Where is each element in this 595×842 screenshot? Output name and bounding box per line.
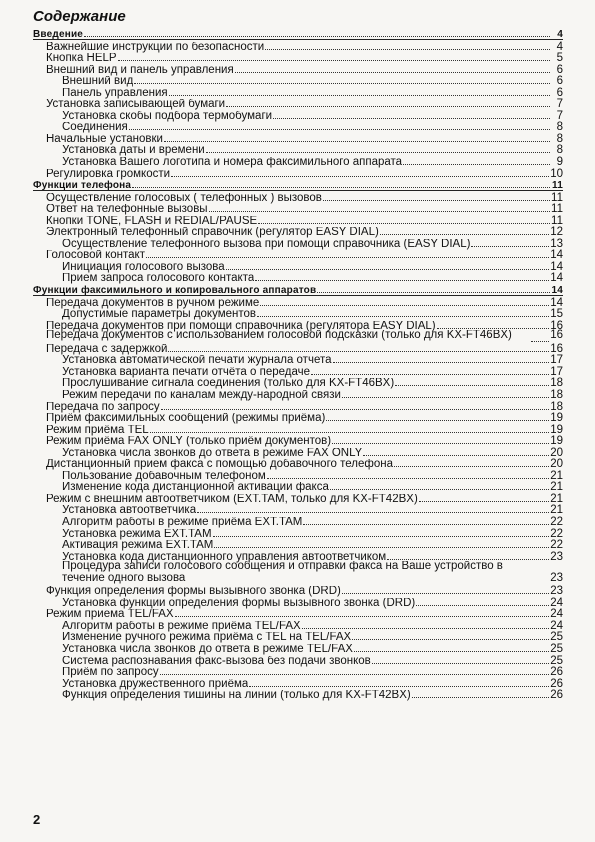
toc-entry-title: Установка дружественного приёма — [62, 678, 249, 690]
toc-entry-page: 18 — [550, 377, 563, 390]
toc-entry-title: Голосовой контакт — [46, 250, 145, 262]
toc-leader-dots — [394, 457, 549, 467]
toc-leader-dots — [352, 630, 549, 640]
toc-entry — [33, 400, 563, 412]
toc-entry — [33, 376, 563, 388]
toc-entry-page: 22 — [550, 539, 563, 552]
toc-entry — [33, 63, 563, 75]
toc-leader-dots — [235, 63, 550, 73]
toc-entry — [33, 296, 563, 308]
page-title: Содержание — [33, 8, 126, 25]
toc-entry-title: Осуществление телефонного вызова при помощи справочника (EASY DIAL) — [62, 238, 471, 250]
toc-entry-page: 9 — [556, 156, 563, 169]
toc-entry — [33, 596, 563, 608]
toc-entry — [33, 411, 563, 423]
toc-leader-dots — [403, 155, 550, 165]
toc-entry — [33, 561, 563, 584]
toc-entry-title: Режим передачи по каналам между-народной связи — [62, 389, 341, 401]
toc-entry — [33, 434, 563, 446]
toc-entry — [33, 446, 563, 458]
toc-leader-dots — [169, 86, 550, 96]
toc-entry-page: 7 — [556, 109, 563, 122]
toc-entry-title: Передача документов при помощи справочника (регулятора EASY DIAL) — [46, 320, 436, 332]
toc-entry-title: Режим приёма TEL — [46, 424, 149, 436]
toc-entry-page: 18 — [550, 388, 563, 401]
toc-leader-dots — [531, 332, 549, 342]
toc-entry — [33, 74, 563, 86]
toc-leader-dots — [372, 654, 549, 664]
toc-leader-dots — [323, 191, 550, 201]
toc-entry-title: Функция определения формы вызывного звонка (DRD) — [46, 586, 341, 598]
toc-entry-title: Допустимые параметры документов — [62, 309, 257, 321]
toc-entry — [33, 214, 563, 226]
toc-entry-page: 8 — [556, 132, 563, 145]
toc-entry-title: Инициация голосового вызова — [62, 261, 225, 273]
toc-entry-title: Установка числа звонков до ответа в режиме FAX ONLY — [62, 447, 363, 459]
page-number: 2 — [33, 812, 41, 827]
toc-entry — [33, 51, 563, 63]
toc-leader-dots — [311, 365, 549, 375]
toc-entry-title: Установка кода дистанционного управления автоответчиком — [62, 551, 387, 563]
toc-leader-dots — [387, 550, 549, 560]
toc-entry-page: 15 — [550, 308, 563, 321]
toc-entry-page: 19 — [550, 435, 563, 448]
toc-entry — [33, 225, 563, 237]
toc-entry-title: Установка автоответчика — [62, 505, 197, 517]
toc-entry-title: Передача по запросу — [46, 401, 160, 413]
toc-entry-page: 22 — [550, 515, 563, 528]
toc-leader-dots — [273, 109, 550, 119]
toc-leader-dots — [226, 260, 550, 270]
toc-entry — [33, 388, 563, 400]
toc-entry-title: Установка варианта печати отчёта о передаче — [62, 366, 311, 378]
toc-entry-title: Передача документов с использованием голосовой подсказки (только для KX-FT46BX) — [46, 330, 512, 342]
toc-entry-page: 21 — [550, 481, 563, 494]
toc-entry-page: 6 — [556, 86, 563, 99]
toc-entry-title: Установка скобы подбора термобумаги — [62, 110, 273, 122]
toc-leader-dots — [206, 143, 550, 153]
toc-entry — [33, 423, 563, 435]
toc-entry — [33, 132, 563, 144]
toc-leader-dots — [363, 446, 549, 456]
toc-entry — [33, 143, 563, 155]
toc-entry-title: Приём факсимильных сообщений (режимы приёма) — [46, 413, 326, 425]
toc-entry-page: 11 — [552, 180, 563, 192]
toc-leader-dots — [342, 584, 549, 594]
toc-entry-title: Панель управления — [62, 87, 168, 99]
toc-leader-dots — [209, 202, 550, 212]
toc-entry-page: 8 — [556, 121, 563, 134]
toc-entry-title: Установка Вашего логотипа и номера факсимильного аппарата — [62, 157, 403, 169]
toc-leader-dots — [150, 423, 550, 433]
toc-entry — [33, 248, 563, 260]
toc-entry-title: Система распознавания факс-вызова без подачи звонков — [62, 655, 371, 667]
toc-entry — [33, 480, 563, 492]
toc-entry — [33, 365, 563, 377]
toc-leader-dots — [197, 503, 549, 513]
toc-entry-page: 6 — [556, 75, 563, 88]
toc-entry-page: 24 — [550, 596, 563, 609]
toc-entry — [33, 202, 563, 214]
toc-entry-page: 12 — [550, 226, 563, 239]
toc-entry-page: 11 — [551, 203, 563, 216]
toc-entry — [33, 319, 563, 331]
toc-entry-page: 13 — [550, 237, 563, 250]
toc-leader-dots — [260, 296, 549, 306]
toc-entry-title: Важнейшие инструкции по безопасности — [46, 41, 265, 53]
toc-leader-dots — [118, 51, 550, 61]
toc-entry-page: 23 — [550, 571, 563, 584]
toc-entry-page: 11 — [551, 214, 563, 227]
toc-entry-page: 11 — [551, 191, 563, 204]
toc-entry — [33, 665, 563, 677]
toc-entry — [33, 120, 563, 132]
toc-entry-page: 6 — [556, 63, 563, 76]
toc-entry-title: Установка автоматической печати журнала отчета — [62, 355, 332, 367]
toc-entry-title: Активация режима EXT.TAM — [62, 540, 214, 552]
toc-entry-page: 24 — [550, 608, 563, 621]
toc-entry — [33, 584, 563, 596]
toc-leader-dots — [395, 376, 549, 386]
toc-entry-page: 22 — [550, 527, 563, 540]
toc-entry-page: 20 — [550, 446, 563, 459]
toc-entry — [33, 607, 563, 619]
toc-entry-title: Приём по запросу — [62, 667, 159, 679]
toc-leader-dots — [265, 40, 550, 50]
toc-leader-dots — [437, 319, 550, 329]
toc-entry-title: Алгоритм работы в режиме приёма TEL/FAX — [62, 620, 301, 632]
toc-entry-title: Внешний вид — [62, 76, 134, 88]
toc-leader-dots — [412, 688, 549, 698]
toc-entry — [33, 550, 563, 562]
toc-entry — [33, 109, 563, 121]
toc-entry-page: 14 — [550, 249, 563, 262]
toc-entry — [33, 654, 563, 666]
toc-section-heading — [33, 27, 563, 40]
toc-entry-page: 14 — [550, 296, 563, 309]
toc-leader-dots — [129, 120, 550, 130]
toc-entry — [33, 503, 563, 515]
toc-leader-dots — [258, 214, 550, 224]
toc-leader-dots — [326, 411, 549, 421]
toc-leader-dots — [134, 74, 550, 84]
toc-leader-dots — [164, 132, 550, 142]
toc-entry — [33, 630, 563, 642]
toc-entry — [33, 167, 563, 179]
toc-leader-dots — [160, 665, 550, 675]
toc-entry-page: 4 — [556, 40, 563, 53]
toc-leader-dots — [330, 480, 549, 490]
toc-entry-page: 4 — [557, 29, 563, 40]
toc-entry-title: Режим приёма FAX ONLY (только приём документов) — [46, 436, 332, 448]
toc-entry — [33, 492, 563, 504]
toc-entry — [33, 191, 563, 203]
toc-entry-page: 21 — [550, 492, 563, 505]
toc-entry — [33, 619, 563, 631]
toc-leader-dots — [419, 492, 549, 502]
toc-entry — [33, 527, 563, 539]
toc-leader-dots — [84, 27, 550, 37]
toc-entry-page: 26 — [550, 689, 563, 702]
toc-entry-page: 26 — [550, 677, 563, 690]
toc-entry — [33, 155, 563, 167]
toc-entry-page: 21 — [550, 504, 563, 517]
toc-entry-title: Кнопки TONE, FLASH и REDIAL/PAUSE — [46, 215, 258, 227]
toc-entry-title: Алгоритм работы в режиме приёма EXT.TAM — [62, 516, 303, 528]
toc-entry-page: 21 — [550, 469, 563, 482]
toc-entry-page: 17 — [550, 365, 563, 378]
toc-entry — [33, 353, 563, 365]
toc-leader-dots — [249, 677, 549, 687]
toc-entry-page: 5 — [556, 52, 563, 65]
toc-entry-title: Установка записывающей бумаги — [46, 99, 226, 111]
toc-entry-title: Дистанционный прием факса с помощью добавочного телефона — [46, 459, 393, 471]
toc-entry-page: 16 — [550, 319, 563, 332]
toc-entry — [33, 457, 563, 469]
toc-entry-page: 14 — [550, 260, 563, 273]
toc-entry — [33, 260, 563, 272]
toc-leader-dots — [302, 619, 550, 629]
toc-leader-dots — [257, 307, 549, 317]
toc-entry-page: 16 — [550, 329, 564, 342]
toc-entry-page: 17 — [550, 354, 563, 367]
toc-entry-title: Передача с задержкой — [46, 343, 168, 355]
toc-leader-dots — [255, 271, 549, 281]
toc-entry — [33, 538, 563, 550]
toc-entry-page: 16 — [550, 342, 563, 355]
toc-entry-title: Прослушивание сигнала соединения (только для KX-FT46BX) — [62, 378, 395, 390]
toc-entry-title: Функции телефона — [33, 180, 132, 192]
toc-entry-title: Начальные установки — [46, 133, 163, 145]
toc-entry-title: Функция определения тишины на линии (только для KX-FT42BX) — [62, 690, 411, 702]
toc-leader-dots — [214, 538, 549, 548]
toc-leader-dots — [317, 283, 550, 293]
toc-leader-dots — [171, 167, 549, 177]
toc-entry — [33, 677, 563, 689]
toc-entry-title: Электронный телефонный справочник (регулятор EASY DIAL) — [46, 227, 379, 239]
toc-entry-page: 24 — [550, 619, 563, 632]
toc-entry-title: Процедура записи голосового сообщения и отправки факса на Ваше устройство в течение одного вызова — [62, 561, 503, 584]
toc-entry — [33, 40, 563, 52]
toc-entry-title: Пользование добавочным телефоном — [62, 470, 266, 482]
toc-leader-dots — [303, 515, 549, 525]
toc-entry — [33, 342, 563, 354]
toc-leader-dots — [332, 434, 549, 444]
toc-entry-title: Внешний вид и панель управления — [46, 64, 234, 76]
toc-entry-page: 14 — [551, 285, 563, 297]
toc-entry-title: Установка функции определения формы вызывного звонка (DRD) — [62, 597, 416, 609]
toc-leader-dots — [146, 248, 549, 258]
toc-entry-title: Ответ на телефонные вызовы — [46, 204, 208, 216]
toc-entry-page: 20 — [550, 458, 563, 471]
toc-entry-title: Установка числа звонков до ответа в режиме TEL/FAX — [62, 643, 353, 655]
toc-entry-page: 26 — [550, 666, 563, 679]
toc-leader-dots — [333, 353, 550, 363]
toc-entry-page: 7 — [556, 98, 563, 111]
toc-leader-dots — [161, 400, 550, 410]
toc-leader-dots — [380, 225, 549, 235]
toc-entry-page: 10 — [550, 167, 563, 180]
toc-leader-dots — [175, 607, 550, 617]
toc-section-heading — [33, 178, 563, 191]
toc-leader-dots — [226, 97, 550, 107]
toc-entry-page: 19 — [550, 412, 563, 425]
toc-leader-dots — [267, 469, 549, 479]
toc-entry-title: Регулировка громкости — [46, 168, 171, 180]
toc-entry-title: Изменение кода дистанционной активации факса — [62, 482, 329, 494]
toc-entry-page: 25 — [550, 642, 563, 655]
toc-entry-title: Установка режима EXT.TAM — [62, 528, 212, 540]
toc-entry — [33, 237, 563, 249]
toc-leader-dots — [168, 342, 549, 352]
toc-entry-title: Соединения — [62, 122, 128, 134]
toc-entry-title: Передача документов в ручном режиме — [46, 297, 260, 309]
toc-leader-dots — [132, 178, 550, 188]
table-of-contents — [33, 27, 563, 700]
toc-entry-page: 25 — [550, 654, 563, 667]
toc-entry-title: Осуществление голосовых ( телефонных ) вызовов — [46, 192, 322, 204]
toc-entry-page: 14 — [550, 272, 563, 285]
toc-entry-page: 19 — [550, 423, 563, 436]
toc-entry-page: 23 — [550, 550, 563, 563]
toc-entry-page: 18 — [550, 400, 563, 413]
toc-entry — [33, 271, 563, 283]
toc-entry-title: Прием запроса голосового контакта — [62, 273, 255, 285]
toc-entry — [33, 688, 563, 700]
toc-entry — [33, 642, 563, 654]
toc-leader-dots — [213, 527, 550, 537]
toc-entry-title: Кнопка HELP — [46, 53, 117, 65]
toc-entry — [33, 330, 563, 342]
toc-entry — [33, 97, 563, 109]
toc-entry — [33, 515, 563, 527]
toc-entry — [33, 307, 563, 319]
toc-entry — [33, 469, 563, 481]
toc-entry-page: 8 — [556, 144, 563, 157]
toc-entry-page: 25 — [550, 631, 563, 644]
toc-entry-title: Введение — [33, 29, 84, 40]
toc-entry-title: Установка даты и времени — [62, 145, 205, 157]
toc-section-heading — [33, 283, 563, 296]
toc-leader-dots — [342, 388, 549, 398]
toc-entry-title: Функции факсимильного и копировального аппаратов — [33, 285, 317, 297]
toc-entry-title: Режим приема TEL/FAX — [46, 609, 174, 621]
toc-entry-title: Режим с внешним автоответчиком (EXT.TAM, только для KX-FT42BX) — [46, 493, 418, 505]
toc-entry — [33, 86, 563, 98]
toc-leader-dots — [471, 237, 549, 247]
toc-leader-dots — [354, 642, 549, 652]
toc-entry-page: 23 — [550, 585, 563, 598]
toc-entry-title: Изменение ручного режима приёма с TEL на TEL/FAX — [62, 632, 352, 644]
toc-leader-dots — [416, 596, 549, 606]
